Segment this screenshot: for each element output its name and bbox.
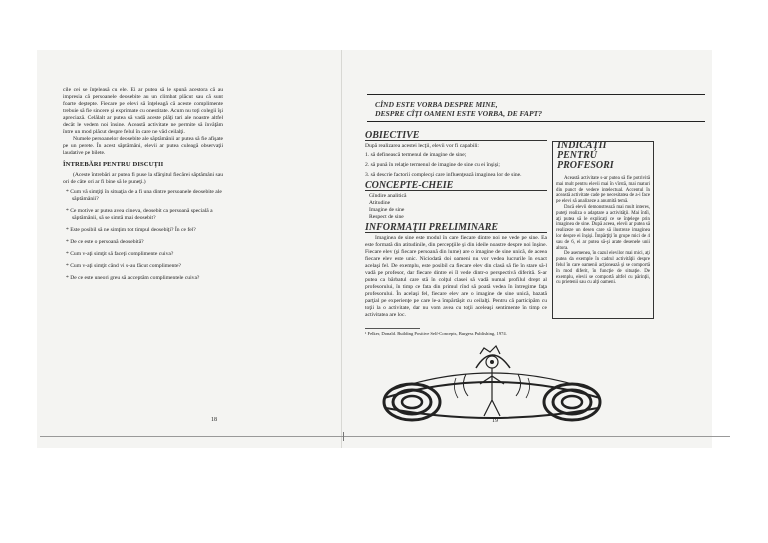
teacher-notes-heading-line-3: PROFESORI (557, 160, 614, 171)
lesson-title-line-2: DESPRE CÎŢI OAMENI ESTE VORBA, DE FAPT? (375, 109, 543, 118)
list-item: * Ce motive ar putea avea cineva, deosebit ca persoană specială a săptămânii, să se simtă mai deosebit? (66, 208, 213, 221)
teacher-notes-text (556, 176, 650, 286)
key-concepts-list (369, 193, 547, 221)
objectives-heading: OBIECTIVE (365, 132, 547, 141)
list-item: * Este posibil să ne simţim tot timpul deosebiţi? În ce fel? (66, 227, 196, 233)
preliminary-info (365, 235, 547, 319)
left-page (37, 50, 342, 448)
list-item: 1. să definească termenul de imagine de sine; (365, 152, 467, 158)
list-item: Respect de sine (369, 214, 404, 220)
list-item: * Cum v-aţi simţit să faceţi complimente cuiva? (66, 251, 174, 257)
list-item: * De ce este uneori greu să acceptăm complimentele cuiva? (66, 275, 200, 281)
lesson-title (375, 100, 705, 118)
title-rule-bottom (367, 121, 705, 122)
list-item: Imagine de sine (369, 207, 405, 213)
bottom-tick-mark (343, 432, 344, 441)
title-rule-top (367, 94, 705, 95)
right-page (342, 50, 712, 448)
lesson-title-line-1: CÎND ESTE VORBA DESPRE MINE, (375, 100, 498, 109)
objectives-intro: După realizarea acestei lecţii, elevii vor fi capabili: (365, 143, 479, 149)
list-item: 3. să descrie factorii complecşi care influenţează imaginea lor de sine. (365, 172, 522, 178)
preliminary-info-heading: INFORMAŢII PRELIMINARE (365, 224, 547, 233)
discussion-question-list (63, 189, 223, 282)
spiral-figure-illustration (372, 338, 612, 430)
page-number-right: 19 (492, 418, 498, 424)
teacher-notes-paragraph-3: De asemenea, în cazul elevilor mai mici, aţi putea da exemple în cadrul activităţii despre felul în care oamenii acţionează şi se comportă în mod diferit, în funcţie de situaţie. De exemplu, elevii se comportă altfel cu părinţii, cu prietenii sau cu alţi oameni. (556, 251, 650, 286)
left-paragraph-1: cile cei se înţeleasă cu ele. Ei ar putea să le spună acestora că au impresia că persoanele deosebite au un climbat plăcut sau că sunt foarte deştepte. Fiecare pe elevi să înţeleagă că aceste complimente trebuie să fie sincere şi exprimate cu onestitate. Acum nu toţi colegii îşi apreciază. Celălalt ar putea să vadă aceste plăţi tari ale noastre altfel decât le vedem noi însine. Această activitate ne permite să învăţăm între un mod plăcut despre felul în care ne văd ceilalţi. (63, 87, 223, 135)
teacher-notes-heading (557, 141, 647, 171)
list-item: Gîndire analitică (369, 193, 407, 199)
page-number-left: 18 (211, 417, 217, 423)
list-item: * Cum v-aţi simţit când vi s-au făcut complimente? (66, 263, 181, 269)
discussion-questions-heading: ÎNTREBĂRI PENTRU DISCUŢII (63, 161, 164, 168)
objectives-list (365, 152, 547, 179)
left-paragraph-2: Numele persoanelor deosebite ale săptămânii ar putea să fie afişate pe un perete. În acest săptămâni, elevii ar putea culeagă observaţii laudative pe bilete. (63, 136, 223, 156)
left-page-text (63, 87, 223, 287)
teacher-notes-heading-line-1: INDICAŢII (557, 140, 607, 151)
bottom-rule (40, 436, 730, 437)
list-item: * De ce este o persoană deosebită? (66, 239, 144, 245)
teacher-notes-paragraph-1: Această activitate s-ar putea să fie potrivită mai mult pentru elevii mai în vîrstă, mai maturi din punct de vedere intelectual. Accentul în această activitate cade pe necesitatea de a-i face pe elevi să analizeze a anumită temă. (556, 176, 650, 205)
main-column (365, 132, 547, 337)
preliminary-info-text: Imaginea de sine este modul în care fiecare dintre noi ne vede pe sine. Ea este formată din atitudinile, din percepţiile şi din ideile noastre despre noi înşine. Fiecare elev (şi fiecare persoană din lume) are o imagine de sine unică, de aceea fiecare elev este unic. Niciodată doi oameni nu vor vedea lucrurile în exact acelaşi fel. De exemplu, este posibil ca fiecare elev din clasă să fie în stare să-l vadă pe profesor, dar fiecare dintre ei îl vede dintr-o perspectivă diferită. S-ar putea ca bărbatul care stă în colţul clasei să vadă numai profilul drept al profesorului, în timp ce fata din primul rînd să poată vedea în întregime faţa profesorului. În acelaşi fel, fiecare elev are o imagine de sine unică, bazată parţial pe experienţe pe care le-a împărtăşit cu ceilalţi. Pentru că participăm cu toţii la o activitate, dar nu vom avea cu toţii aceleaşi sentimente în timp ce activitatea are loc. (365, 235, 547, 318)
teacher-notes-heading-line-2: PENTRU (557, 150, 597, 161)
list-item: * Cum vă simţiţi în situaţia de a fi una dintre persoanele deosebite ale săptămânii? (66, 189, 222, 202)
discussion-intro: (Aceste întrebări ar putea fi puse la sfârşitul fiecărei săptămâni sau ori de câte ori ar fi bine să le puneţi.) (63, 172, 223, 185)
footnote-rule (365, 328, 420, 329)
teacher-notes-paragraph-2: Dacă elevii demonstrează mai mult interes, puteţi realiza o adaptare a activităţii. Mai întîi, aţi putea să le explicaţi ce se înţelege prin imaginea de sine. După aceea, elevii ar putea să realizeze un desen care să ilustreze imaginea lor despre ei înşişi. Împărţiţi în grupe mici de 4 sau de 6, ei ar putea să-şi arate desenele unii altora. (556, 204, 650, 251)
list-item: Atitudine (369, 200, 391, 206)
footnote: ¹ Felker, Donald. Building Positive Self-Concepts, Burgess Publishing, 1974. (365, 331, 507, 336)
key-concepts-heading: CONCEPTE-CHEIE (365, 182, 547, 191)
list-item: 2. să pună în relaţie termenul de imagine de sine cu ei înşişi; (365, 162, 500, 168)
